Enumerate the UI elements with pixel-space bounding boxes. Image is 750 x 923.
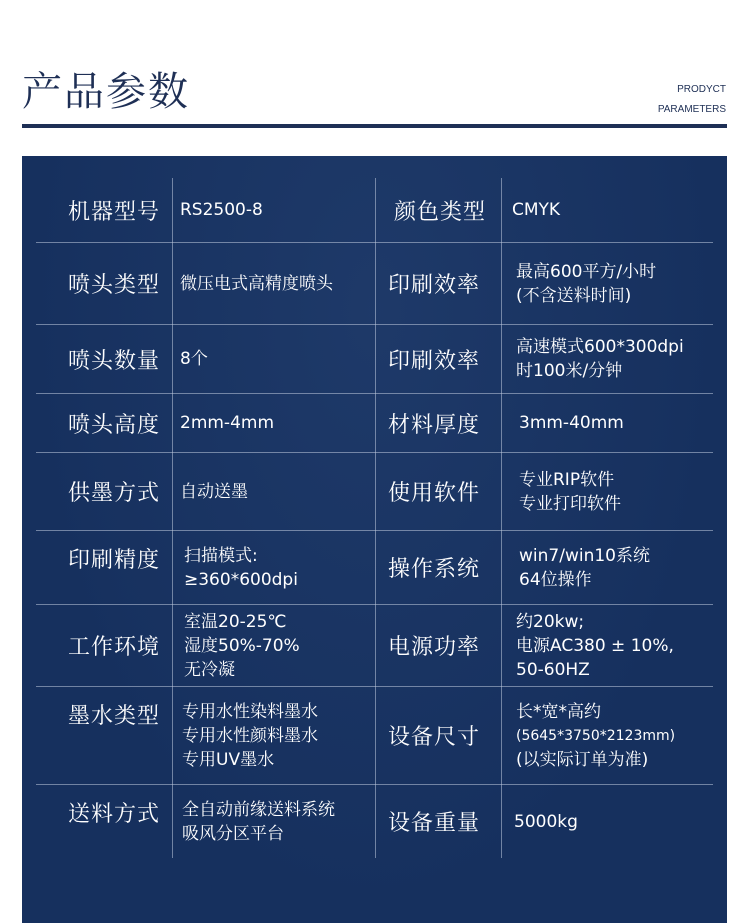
spec-value-material-thickness: 3mm-40mm [519,413,624,433]
spec-value-nozzle-height: 2mm-4mm [180,413,275,433]
spec-value-print-efficiency-2: 高速模式600*300dpi 时100米/分钟 [516,337,684,381]
page-title: 产品参数 [22,69,190,115]
spec-value-ink-supply: 自动送墨 [180,481,248,502]
spec-label-dimensions: 设备尺寸 [388,725,481,750]
spec-value-print-precision: 扫描模式: ≥360*600dpi [184,545,298,590]
spec-label-print-efficiency: 印刷效率 [388,273,481,298]
dimensions-line-1: 长*宽*高约 [516,701,601,722]
page-subtitle [658,80,726,120]
spec-value-os: win7/win10系统 64位操作 [519,545,650,590]
spec-label-nozzle-type: 喷头类型 [68,273,161,298]
spec-label-material-thickness: 材料厚度 [388,412,481,438]
spec-value-software: 专业RIP软件 专业打印软件 [519,469,621,514]
page-header [0,0,750,160]
spec-value-color-type: CMYK [512,200,561,220]
spec-value-ink-type: 专用水性染料墨水 专用水性颜料墨水 专用UV墨水 [182,701,318,770]
spec-value-feeding: 全自动前缘送料系统 吸风分区平台 [182,799,335,844]
spec-label-ink-supply: 供墨方式 [68,481,161,506]
subtitle-line-1: PRODYCT [677,84,726,95]
spec-label-nozzle-height: 喷头高度 [68,412,161,438]
spec-label-weight: 设备重量 [388,811,481,836]
dimensions-line-2: (5645*3750*2123mm) [516,727,676,744]
spec-value-nozzle-count: 8个 [180,349,208,369]
spec-panel [22,156,727,923]
spec-label-print-precision: 印刷精度 [68,548,161,573]
spec-label-print-efficiency-2: 印刷效率 [388,348,481,374]
spec-label-color-type: 颜色类型 [394,199,487,225]
spec-value-print-efficiency: 最高600平方/小时 (不含送料时间) [516,261,657,306]
spec-label-power: 电源功率 [388,635,481,660]
spec-value-nozzle-type: 微压电式高精度喷头 [180,273,333,294]
column-divider [375,178,376,858]
spec-value-power: 约20kw; 电源AC380 ± 10%, 50-60HZ [516,611,674,680]
spec-label-nozzle-count: 喷头数量 [68,348,161,374]
spec-label-environment: 工作环境 [68,635,161,660]
spec-label-software: 使用软件 [388,481,481,506]
spec-value-environment: 室温20-25℃ 湿度50%-70% 无冷凝 [184,611,300,680]
column-divider [501,178,502,858]
dimensions-line-3: (以实际订单为准) [516,749,649,770]
spec-label-os: 操作系统 [388,557,481,582]
spec-label-feeding: 送料方式 [68,802,161,827]
spec-value-dimensions [516,687,675,784]
spec-value-machine-model: RS2500-8 [180,200,263,220]
subtitle-line-2: PARAMETERS [657,104,726,115]
spec-label-machine-model: 机器型号 [68,199,161,225]
column-divider [172,178,173,858]
spec-value-weight: 5000kg [514,811,578,832]
spec-label-ink-type: 墨水类型 [68,704,161,729]
title-underline [22,124,727,128]
